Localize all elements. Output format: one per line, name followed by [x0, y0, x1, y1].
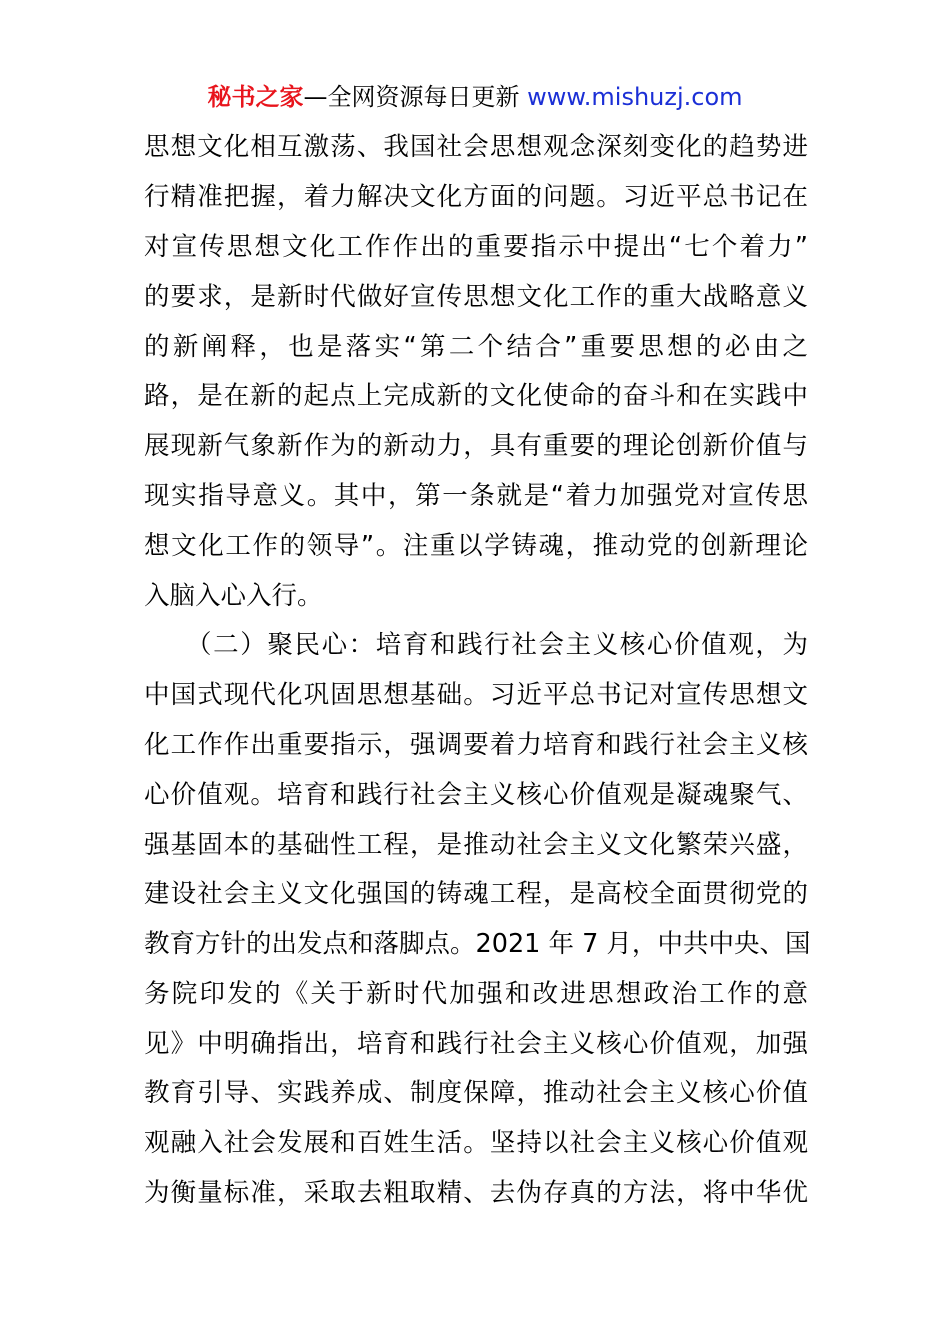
text-line: 路，是在新的起点上完成新的文化使命的奋斗和在实践中 — [144, 381, 808, 411]
text-line: 对宣传思想文化工作作出的重要指示中提出“七个着力” — [144, 232, 808, 262]
site-brand: 秘书之家 — [207, 83, 304, 111]
text-line: 心价值观。培育和践行社会主义核心价值观是凝魂聚气、 — [144, 780, 808, 810]
text-line: 行精准把握，着力解决文化方面的问题。习近平总书记在 — [144, 182, 808, 212]
text-line: 思想文化相互激荡、我国社会思想观念深刻变化的趋势进 — [144, 132, 808, 162]
text-line: 的新阐释，也是落实“第二个结合”重要思想的必由之 — [144, 332, 808, 362]
text-line: 见》中明确指出，培育和践行社会主义核心价值观，加强 — [144, 1029, 808, 1059]
text-line: 教育引导、实践养成、制度保障，推动社会主义核心价值 — [144, 1078, 808, 1108]
text-line: 想文化工作的领导”。注重以学铸魂，推动党的创新理论 — [144, 531, 808, 561]
text-line: 强基固本的基础性工程，是推动社会主义文化繁荣兴盛， — [144, 830, 808, 860]
text-line: 入脑入心入行。 — [144, 581, 323, 611]
text-line: 建设社会主义文化强国的铸魂工程，是高校全面贯彻党的 — [144, 879, 808, 909]
text-line: 务院印发的《关于新时代加强和改进思想政治工作的意 — [144, 979, 808, 1009]
text-line: 展现新气象新作为的新动力，具有重要的理论创新价值与 — [144, 431, 808, 461]
text-line: 观融入社会发展和百姓生活。坚持以社会主义核心价值观 — [144, 1128, 808, 1158]
text-line: 的要求，是新时代做好宣传思想文化工作的重大战略意义 — [144, 282, 808, 312]
text-line: 现实指导意义。其中，第一条就是“着力加强党对宣传思 — [144, 481, 808, 511]
text-line: 中国式现代化巩固思想基础。习近平总书记对宣传思想文 — [144, 680, 808, 710]
site-header — [0, 80, 950, 114]
site-url-link[interactable]: www.mishuzj.com — [527, 83, 743, 111]
text-line: 教育方针的出发点和落脚点。2021 年 7 月，中共中央、国 — [144, 929, 811, 959]
text-line: 为衡量标准，采取去粗取精、去伪存真的方法，将中华优 — [144, 1178, 808, 1208]
section-heading-line: （二）聚民心：培育和践行社会主义核心价值观，为 — [186, 630, 808, 660]
site-tagline: —全网资源每日更新 — [303, 83, 528, 111]
text-line: 化工作作出重要指示，强调要着力培育和践行社会主义核 — [144, 730, 808, 760]
